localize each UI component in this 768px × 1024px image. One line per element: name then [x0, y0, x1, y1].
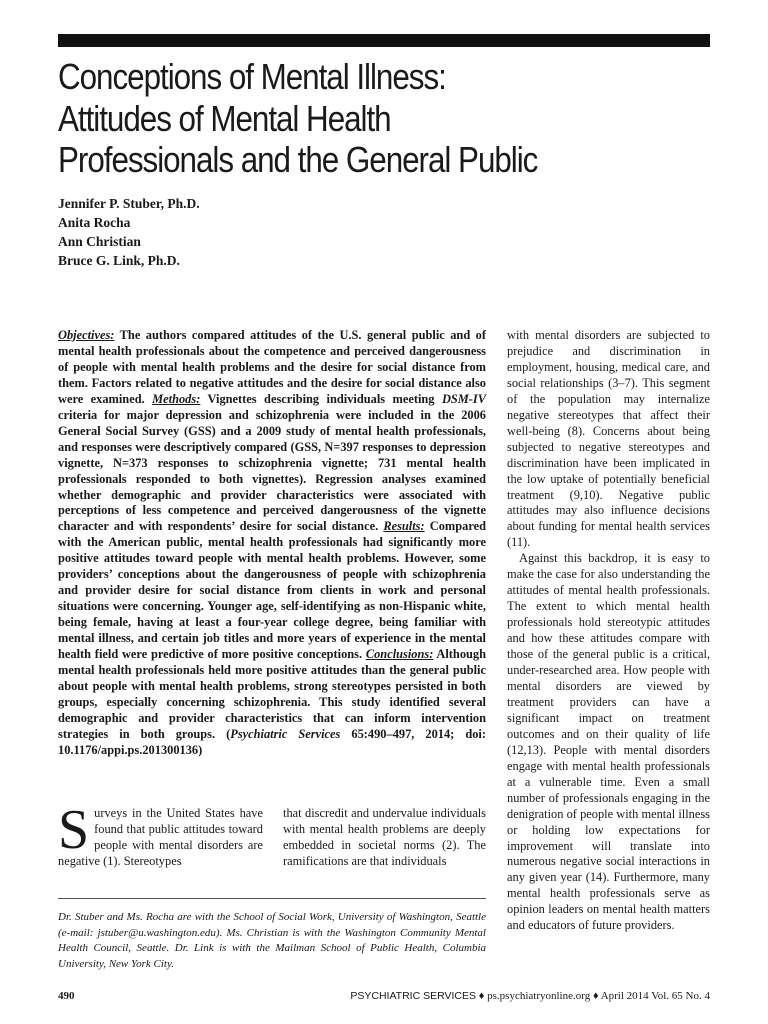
- results-text: Compared with the American public, mental health professionals had significantly more positive attitudes toward people with mental health problems. However, some providers’ conceptions about the dangerousness of people with schizophrenia and provider desire for social distance from clients in work and personal situations were concerning. Younger age, self-identifying as non-Hispanic white, being female, having at least a four-year college degree, being familiar with mental illness, and certain job titles and more years of experience in the mental health field were predictive of more positive conceptions.: [58, 519, 486, 662]
- author-affiliations-footnote: Dr. Stuber and Ms. Rocha are with the School of Social Work, University of Washington, Seattle (e-mail: jstuber@u.washington.edu). Ms. Christian is with the Washington Community Mental Health Council, Seattle. Dr. Link is with the Mailman School of Public Health, Columbia University, New York City.: [58, 911, 486, 970]
- issue-details: ♦ ps.psychiatryonline.org ♦ April 2014 Vol. 65 No. 4: [476, 990, 710, 1002]
- page-number: 490: [58, 990, 75, 1002]
- conclusions-text: Although mental health professionals held more positive attitudes than the general public about people with mental health problems, strong stereotypes persisted in both groups, especially concerning schizophrenia. This study identified several demographic and provider characteristics that can inform intervention strategies in both groups. (: [58, 647, 486, 741]
- title-line-2: Attitudes of Mental Health: [58, 97, 391, 139]
- results-label: Results:: [383, 519, 425, 534]
- body-column-1: [58, 799, 263, 870]
- objectives-label: Objectives:: [58, 328, 115, 342]
- body-column-3: [507, 328, 710, 934]
- body-text: that discredit and undervalue individuals with mental health problems are deeply embedded in societal norms (2). The ramifications are that individuals: [283, 806, 486, 868]
- methods-text: Vignettes describing individuals meeting: [200, 391, 442, 406]
- journal-name: PSYCHIATRIC SERVICES: [350, 990, 477, 1002]
- footnote-divider: [58, 898, 486, 899]
- body-text: urveys in the United States have found that public attitudes toward people with mental disorders are negative (1). Stereotypes: [58, 806, 263, 868]
- body-paragraph: with mental disorders are subjected to prejudice and discrimination in employment, housing, medical care, and social relationships (3–7). This segment of the population may internalize negative stereotypes that affect their well-being (8). Concerns about being subjected to negative stereotypes and discrimination have been implicated in the low uptake of potentially beneficial treatment (9,10). Negative public attitudes may also influence decisions about funding for mental health services (11).: [507, 328, 710, 550]
- article-title: [58, 56, 626, 181]
- author-name: Anita Rocha: [58, 215, 131, 230]
- running-footer: [350, 990, 710, 1002]
- conclusions-label: Conclusions:: [365, 647, 434, 662]
- author-name: Ann Christian: [58, 234, 141, 249]
- drop-cap: S: [58, 799, 90, 861]
- body-column-2: [283, 806, 486, 870]
- citation-details: 65:490–497, 2014; doi: 10.1176/appi.ps.201300136): [58, 726, 486, 757]
- dsm-term: DSM-IV: [441, 391, 487, 406]
- title-line-3: Professionals and the General Public: [58, 139, 538, 180]
- methods-text-cont: criteria for major depression and schizophrenia were included in the 2006 General Social Survey (GSS) and a 2009 study of mental health professionals, and responses were descriptively compared (GSS, N=397 responses to depression vignette, N=373 responses to schizophrenia vignette; 731 mental health professionals responded to both vignettes). Regression analyses examined whether demographic and provider characteristics were associated with perceptions of less competence and perceived dangerousness of the vignette character and with respondents’ desire for social distance.: [58, 407, 486, 534]
- author-name: Bruce G. Link, Ph.D.: [58, 253, 180, 268]
- author-list: [58, 194, 200, 270]
- header-rule: [58, 34, 710, 47]
- author-name: Jennifer P. Stuber, Ph.D.: [58, 196, 200, 211]
- objectives-text: The authors compared attitudes of the U.S. general public and of mental health professionals about the competence and perceived dangerousness of people with mental health problems and the desire for social distance from them. Factors related to negative attitudes and the desire for social distance also were examined.: [58, 328, 486, 406]
- title-line-1: Conceptions of Mental Illness:: [58, 56, 446, 97]
- methods-label: Methods:: [152, 391, 201, 406]
- abstract: [58, 328, 486, 759]
- citation-journal: Psychiatric Services: [230, 726, 341, 741]
- body-paragraph: Against this backdrop, it is easy to make the case for also understanding the attitudes of mental health professionals. The extent to which mental health professionals hold stereotypic attitudes and how these attitudes compare with those of the general public is a critical, under-researched area. How people with mental disorders are viewed by treatment providers can have a significant impact on treatment outcomes and on their quality of life (12,13). People with mental disorders engage with mental health professionals at a vulnerable time. Even a small number of professionals engaging in the denigration of people with mental illness or holding low expectations for improvement will translate into numerous negative social interactions in any given year (14). Furthermore, many mental health professionals serve as opinion leaders on mental health matters and educators of future providers.: [507, 551, 710, 933]
